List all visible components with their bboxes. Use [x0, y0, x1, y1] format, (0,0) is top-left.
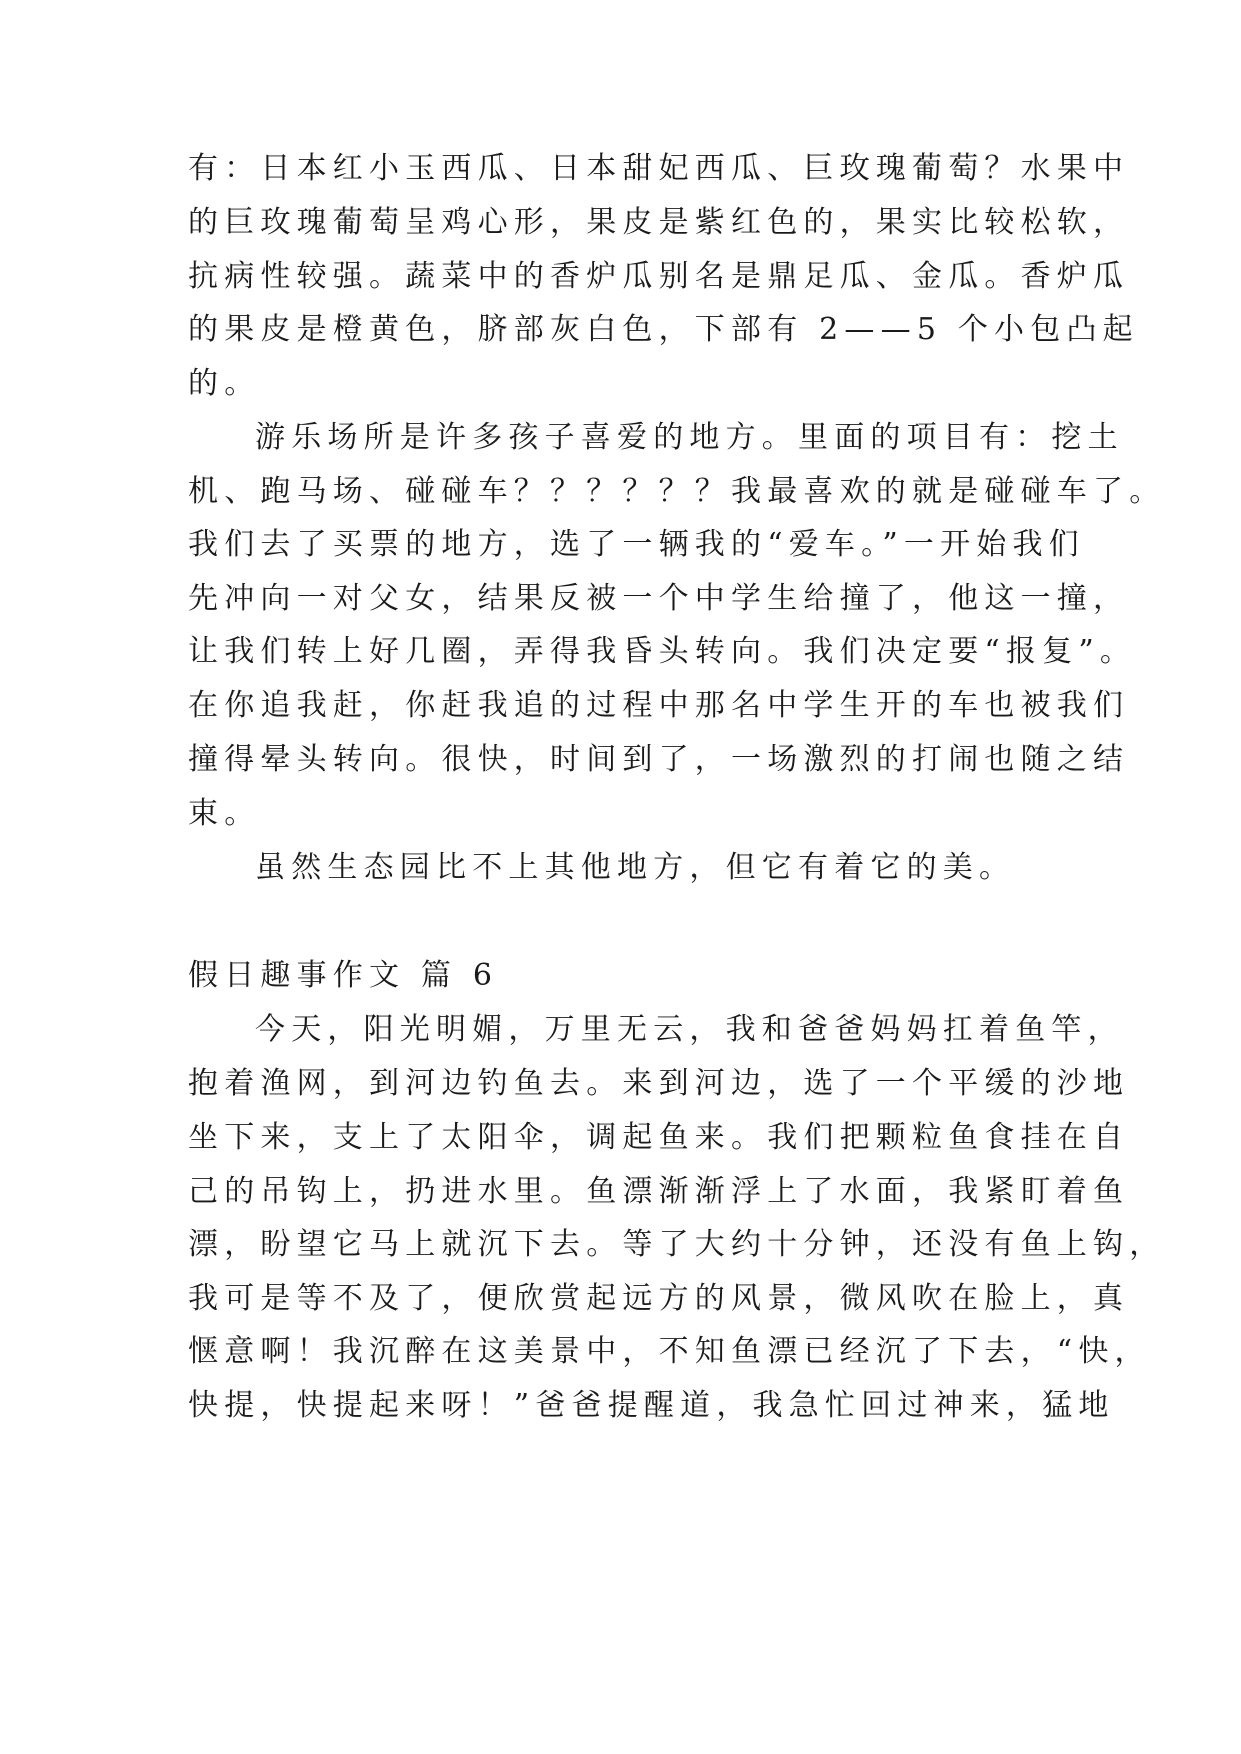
paragraph-1-line: 抗病性较强。蔬菜中的香炉瓜别名是鼎足瓜、金瓜。香炉瓜 — [188, 259, 1130, 294]
paragraph-2-line: 束。 — [188, 796, 261, 831]
paragraph-2-line: 机、跑马场、碰碰车？？？？？？我最喜欢的就是碰碰车了。 — [188, 474, 1166, 509]
paragraph-1-line: 的。 — [188, 366, 261, 401]
paragraph-4-line: 漂，盼望它马上就沉下去。等了大约十分钟，还没有鱼上钩， — [188, 1227, 1166, 1262]
paragraph-1-line: 有：日本红小玉西瓜、日本甜妃西瓜、巨玫瑰葡萄？水果中 — [188, 151, 1130, 186]
paragraph-2-line: 先冲向一对父女，结果反被一个中学生给撞了，他这一撞， — [188, 581, 1130, 616]
paragraph-1-line: 的果皮是橙黄色，脐部灰白色，下部有 2——5 个小包凸起 — [188, 312, 1139, 347]
paragraph-4-line: 坐下来，支上了太阳伞，调起鱼来。我们把颗粒鱼食挂在自 — [188, 1120, 1130, 1155]
paragraph-2-line: 让我们转上好几圈，弄得我昏头转向。我们决定要“报复”。 — [188, 634, 1137, 669]
paragraph-4-line: 快提，快提起来呀！”爸爸提醒道，我急忙回过神来，猛地 — [188, 1388, 1115, 1423]
paragraph-4-line: 己的吊钩上，扔进水里。鱼漂渐渐浮上了水面，我紧盯着鱼 — [188, 1174, 1130, 1209]
paragraph-3-line: 虽然生态园比不上其他地方，但它有着它的美。 — [255, 850, 1016, 885]
paragraph-2-line: 我们去了买票的地方，选了一辆我的“爱车。”一开始我们 — [188, 527, 1085, 562]
paragraph-2-line: 撞得晕头转向。很快，时间到了，一场激烈的打闹也随之结 — [188, 742, 1130, 777]
paragraph-4-line: 我可是等不及了，便欣赏起远方的风景，微风吹在脸上，真 — [188, 1281, 1130, 1316]
paragraph-4-line: 惬意啊！我沉醉在这美景中，不知鱼漂已经沉了下去，“快， — [188, 1334, 1151, 1369]
paragraph-4-line: 抱着渔网，到河边钓鱼去。来到河边，选了一个平缓的沙地 — [188, 1066, 1130, 1101]
paragraph-1-line: 的巨玫瑰葡萄呈鸡心形，果皮是紫红色的，果实比较松软， — [188, 205, 1130, 240]
paragraph-2-line: 在你追我赶，你赶我追的过程中那名中学生开的车也被我们 — [188, 688, 1130, 723]
paragraph-2-line: 游乐场所是许多孩子喜爱的地方。里面的项目有：挖土 — [255, 420, 1124, 455]
paragraph-4-line: 今天，阳光明媚，万里无云，我和爸爸妈妈扛着鱼竿， — [255, 1012, 1124, 1047]
section-title: 假日趣事作文 篇 6 — [188, 958, 499, 993]
